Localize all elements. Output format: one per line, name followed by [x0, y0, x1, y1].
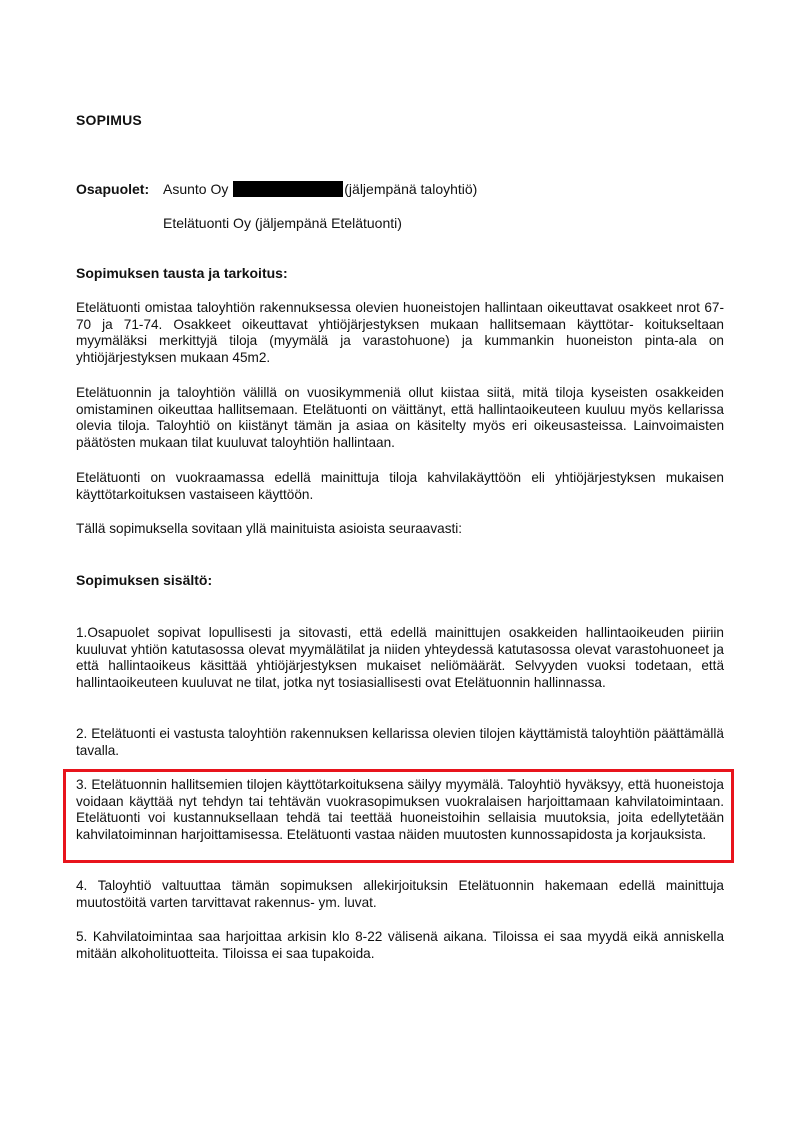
- clause-2: 2. Etelätuonti ei vastusta taloyhtiön rakennuksen kellarissa olevien tilojen käyttämistä taloyhtiön päättämällä tavalla.: [76, 726, 724, 758]
- clause-3: 3. Etelätuonnin hallitsemien tilojen käyttötarkoituksena säilyy myymälä. Taloyhtiö hyväksyy, että huoneistoja voidaan käyttää nyt tehdyn tai tehtävän vuokrasopimuksen vuokralaisen harjoittamaan kahvilatoimintaan. Etelätuonti voi kustannuksellaan tehdä tai teettää huoneistoihin sellaisia muutoksia, joita edellytetään kahvilatoiminnan harjoittamisessa. Etelätuonti vastaa näiden muutosten kunnossapidosta ja korjauksista.: [76, 777, 724, 842]
- background-paragraph-2: Etelätuonnin ja taloyhtiön välillä on vuosikymmeniä ollut kiistaa siitä, mitä tiloja kyseisten osakkeiden omistaminen oikeuttaa hallitsemaan. Etelätuonti on väittänyt, että hallintaoikeuteen kuuluu myös kellarissa olevia tiloja. Taloyhtiö on kiistänyt tämän ja asiaa on käsitelty myös eri oikeusasteissa. Lainvoimaisten päätösten mukaan tilat kuuluvat taloyhtiön hallintaan.: [76, 385, 724, 450]
- party1-suffix: (jäljempänä taloyhtiö): [344, 181, 478, 197]
- party-etelatuonti: Etelätuonti Oy (jäljempänä Etelätuonti): [163, 215, 402, 231]
- background-paragraph-3: Etelätuonti on vuokraamassa edellä mainittuja tiloja kahvilakäyttöön eli yhtiöjärjestyksen mukaisen käyttötarkoituksen vastaiseen käyttöön.: [76, 470, 724, 502]
- clause-4: 4. Taloyhtiö valtuuttaa tämän sopimuksen allekirjoituksin Etelätuonnin hakemaan edellä mainittuja muutostöitä varten tarvittavat rakennus- ym. luvat.: [76, 878, 724, 910]
- party1-prefix: Asunto Oy: [163, 181, 229, 197]
- clause-1: 1.Osapuolet sopivat lopullisesti ja sitovasti, että edellä mainittujen osakkeiden hallintaoikeuden piiriin kuuluvat yhtiön katutasossa olevat myymälätilat ja niiden yhteydessä katutasossa olevat varastohuoneet ja että hallintaoikeus käsittää yhtiöjärjestyksen mukaiset neliömäärät. Selvyyden vuoksi todetaan, että hallintaoikeuteen kuuluvat ne tilat, jotka nyt tosiasiallisesti ovat Etelätuonnin hallinnassa.: [76, 625, 724, 690]
- content-heading: Sopimuksen sisältö:: [76, 572, 213, 588]
- background-paragraph-1: Etelätuonti omistaa taloyhtiön rakennuksessa olevien huoneistojen hallintaan oikeuttavat osakkeet nrot 67-70 ja 71-74. Osakkeet oikeuttavat yhtiöjärjestyksen mukaan hallitsemaan käyttötar- koitukseltaan myymäläksi merkittyjä tiloja (myymälä ja varastohuone) ja kummankin huoneiston pinta-ala on yhtiöjärjestyksen mukaan 45m2.: [76, 300, 724, 365]
- party-housing-company: [163, 180, 477, 198]
- background-paragraph-4: Tällä sopimuksella sovitaan yllä mainituista asioista seuraavasti:: [76, 521, 463, 536]
- redaction-block: [233, 181, 343, 197]
- background-heading: Sopimuksen tausta ja tarkoitus:: [76, 265, 288, 281]
- document-title: SOPIMUS: [76, 112, 142, 128]
- clause-5: 5. Kahvilatoimintaa saa harjoittaa arkisin klo 8-22 välisenä aikana. Tiloissa ei saa myydä eikä anniskella mitään alkoholituotteita. Tiloissa ei saa tupakoida.: [76, 929, 724, 961]
- parties-label: Osapuolet:: [76, 181, 150, 197]
